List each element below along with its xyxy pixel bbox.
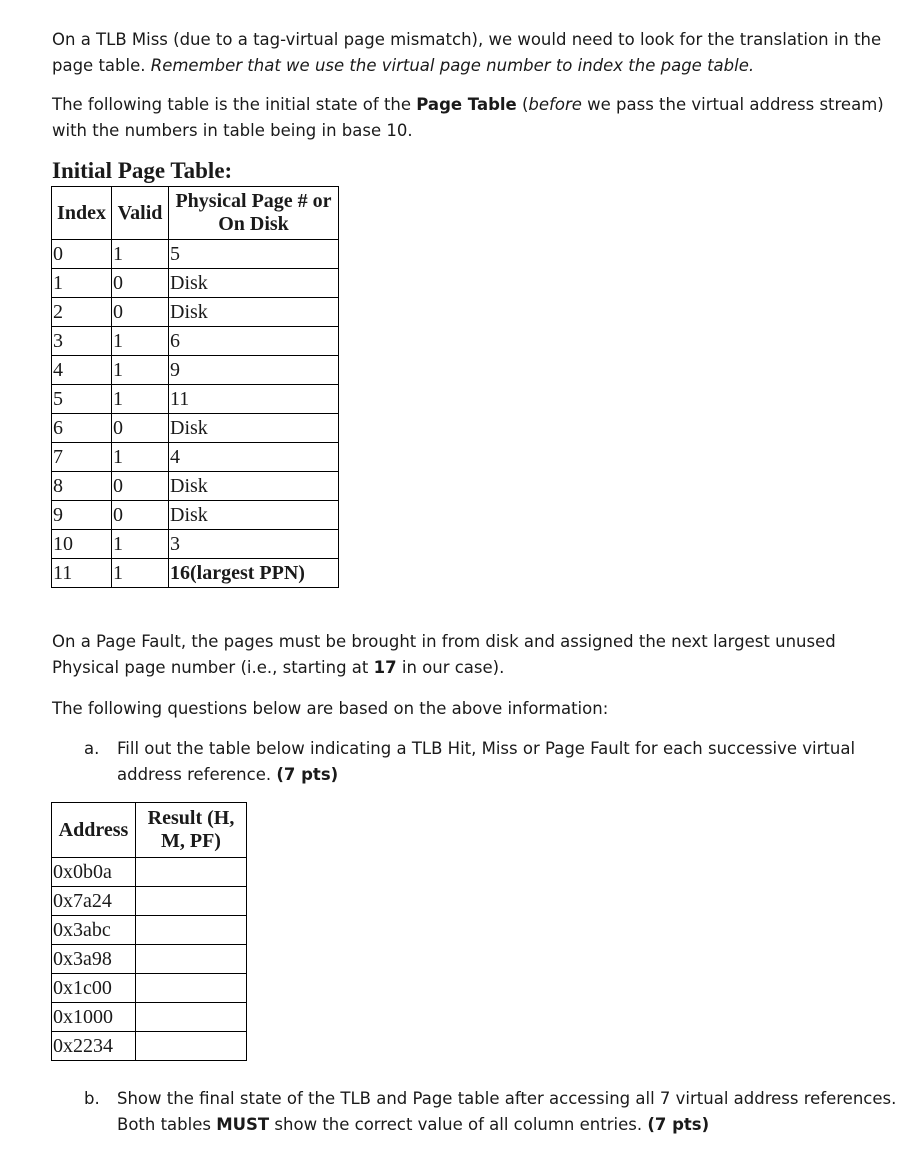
valid-cell: 1 [112,559,169,588]
page-table-row [52,443,339,472]
header-valid: Valid [112,187,169,240]
index-cell: 1 [52,269,112,298]
index-cell: 5 [52,385,112,414]
index-cell: 11 [52,559,112,588]
page-fault-paragraph: On a Page Fault, the pages must be brought in from disk and assigned the next largest unused Physical page number (i.e., starting at 17 in our case). [52,632,836,677]
following-questions-text: The following questions below are based on the above information: [52,699,609,718]
address-cell: 0x1c00 [52,974,136,1003]
valid-cell: 1 [112,443,169,472]
ppn-cell: Disk [169,414,339,443]
page-table-row [52,530,339,559]
header-index: Index [52,187,112,240]
ppn-cell: Disk [169,501,339,530]
ppn-cell: Disk [169,269,339,298]
intro-paragraph-2: The following table is the initial state of the Page Table (before we pass the virtual address stream) with the numbers in table being in base 10. [52,95,884,140]
page-table [51,186,339,588]
valid-cell: 1 [112,327,169,356]
result-cell[interactable] [136,887,247,916]
valid-cell: 1 [112,356,169,385]
result-table-header-row [52,803,247,858]
result-table-row [52,916,247,945]
valid-cell: 1 [112,385,169,414]
index-cell: 7 [52,443,112,472]
result-table-row [52,1032,247,1061]
ppn-cell: 3 [169,530,339,559]
index-cell: 10 [52,530,112,559]
valid-cell: 0 [112,501,169,530]
ppn-cell: 11 [169,385,339,414]
ppn-cell: 5 [169,240,339,269]
address-cell: 0x0b0a [52,858,136,887]
page-table-row [52,414,339,443]
result-cell[interactable] [136,1032,247,1061]
index-cell: 9 [52,501,112,530]
index-cell: 3 [52,327,112,356]
page-table-row [52,501,339,530]
ppn-cell: 4 [169,443,339,472]
result-table-row [52,1003,247,1032]
header-physical-page: Physical Page # or On Disk [169,187,339,240]
ppn-cell: Disk [169,298,339,327]
index-cell: 6 [52,414,112,443]
page-table-header-row [52,187,339,240]
valid-cell: 0 [112,298,169,327]
question-a [52,736,892,790]
address-cell: 0x1000 [52,1003,136,1032]
valid-cell: 1 [112,530,169,559]
header-result: Result (H, M, PF) [136,803,247,858]
result-table [51,802,247,1061]
ppn-cell: 9 [169,356,339,385]
result-table-row [52,858,247,887]
result-cell[interactable] [136,858,247,887]
page-table-row [52,559,339,588]
ppn-cell: Disk [169,472,339,501]
result-cell[interactable] [136,945,247,974]
result-table-row [52,887,247,916]
intro-paragraph-1: On a TLB Miss (due to a tag-virtual page mismatch), we would need to look for the translation in the page table. Remember that we use the virtual page number to index the page table. [52,30,882,75]
address-cell: 0x3abc [52,916,136,945]
page-table-row [52,240,339,269]
page-table-row [52,472,339,501]
page-table-row [52,269,339,298]
address-cell: 0x3a98 [52,945,136,974]
result-cell[interactable] [136,916,247,945]
valid-cell: 0 [112,472,169,501]
question-a-marker: a. [84,739,100,758]
page-table-title: Initial Page Table: [52,158,233,183]
question-b [52,1086,897,1140]
page-table-row [52,298,339,327]
index-cell: 4 [52,356,112,385]
valid-cell: 1 [112,240,169,269]
question-b-text: Show the final state of the TLB and Page table after accessing all 7 virtual address references. Both tables MUST show the correct value of all column entries. (7 pts) [117,1089,897,1134]
header-address: Address [52,803,136,858]
page-table-row [52,327,339,356]
result-cell[interactable] [136,1003,247,1032]
result-cell[interactable] [136,974,247,1003]
ppn-cell: 6 [169,327,339,356]
address-cell: 0x2234 [52,1032,136,1061]
question-b-marker: b. [84,1089,100,1108]
result-table-row [52,945,247,974]
ppn-cell: 16(largest PPN) [169,559,339,588]
question-a-text: Fill out the table below indicating a TLB Hit, Miss or Page Fault for each successive virtual address reference. (7 pts) [117,739,856,784]
result-table-row [52,974,247,1003]
index-cell: 8 [52,472,112,501]
index-cell: 2 [52,298,112,327]
page-table-row [52,356,339,385]
valid-cell: 0 [112,269,169,298]
page-table-row [52,385,339,414]
index-cell: 0 [52,240,112,269]
address-cell: 0x7a24 [52,887,136,916]
valid-cell: 0 [112,414,169,443]
